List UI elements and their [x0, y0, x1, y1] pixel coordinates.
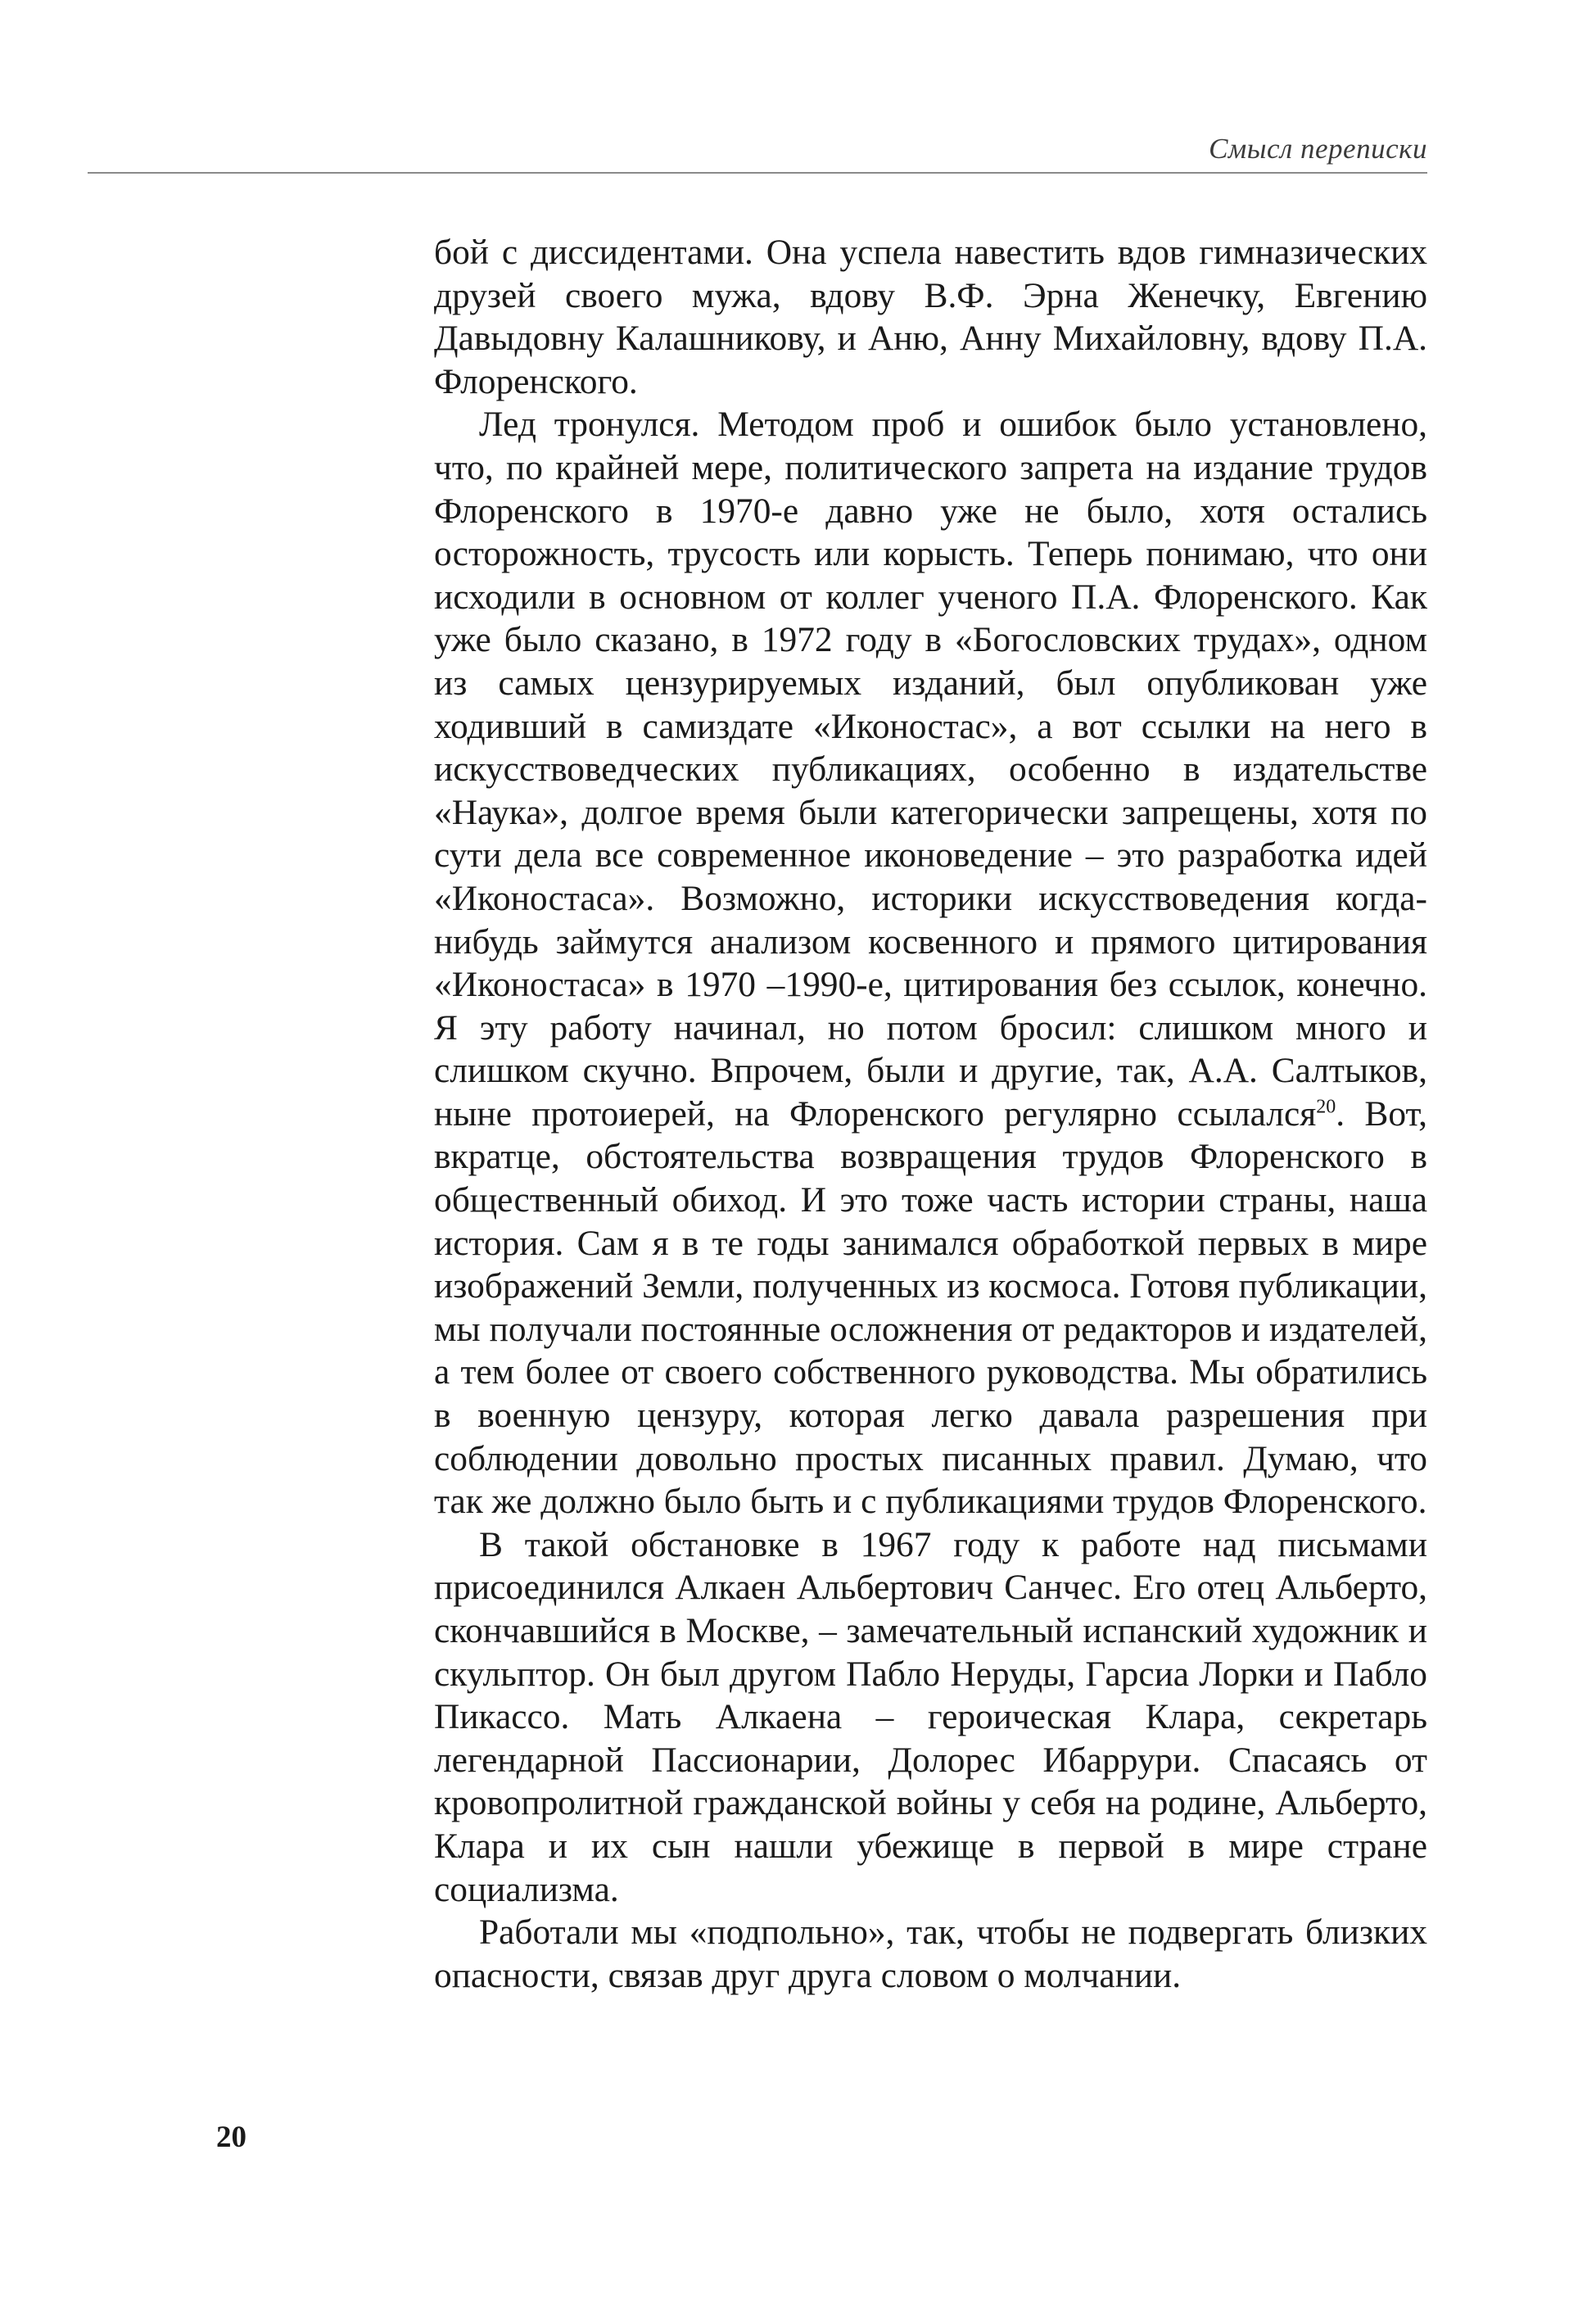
paragraph-2-text-after-footnote: . Вот, вкратце, обстоятельства возвращения трудов Флоренского в общественный обиход. И это тоже часть истории страны, наша история. Сам я в те годы занимался обработкой первых в мире изображений Земли, полученных из космоса. Готовя публикации, мы получали постоянные осложнения от редакторов и издателей, а тем более от своего собственного руководства. Мы обратились в военную цензуру, которая легко давала разрешения при соблюдении довольно простых писанных правил. Думаю, что так же должно было быть и с публикациями трудов Флоренского.	[434, 1093, 1427, 1522]
paragraph-4	[434, 1911, 1427, 1997]
paragraph-1-text: бой с диссидентами. Она успела навестить вдов гимназических друзей своего мужа, вдову В.Ф. Эрна Женечку, Евгению Давыдовну Калашникову, и Аню, Анну Михайловну, вдову П.А. Флоренского.	[434, 233, 1427, 401]
paragraph-4-text: Работали мы «подпольно», так, чтобы не подвергать близких опасности, связав друг друга словом о молчании.	[434, 1912, 1427, 1995]
paragraph-2	[434, 403, 1427, 1523]
body-text	[434, 231, 1427, 1997]
footnote-ref-20[interactable]: 20	[1316, 1096, 1336, 1118]
page-number: 20	[216, 2121, 246, 2154]
paragraph-3-text: В такой обстановке в 1967 году к работе над письмами присоединился Алкаен Альбертович Санчес. Его отец Альберто, скончавшийся в Москве, – замечательный испанский художник и скульптор. Он был другом Пабло Неруды, Гарсиа Лорки и Пабло Пикассо. Мать Алкаена – героическая Клара, секретарь легендарной Пассионарии, Долорес Ибаррури. Спасаясь от кровопролитной гражданской войны у себя на родине, Альберто, Клара и их сын нашли убежище в первой в мире стране социализма.	[434, 1524, 1427, 1909]
paragraph-2-text: Лед тронулся. Методом проб и ошибок было установлено, что, по крайней мере, политического запрета на издание трудов Флоренского в 1970-е давно уже не было, хотя остались осторожность, трусость или корысть. Теперь понимаю, что они исходили в основном от коллег ученого П.А. Флоренского. Как уже было сказано, в 1972 году в «Богословских трудах», одном из самых цензурируемых изданий, был опубликован уже ходивший в самиздате «Иконостас», а вот ссылки на него в искусствоведческих публикациях, особенно в издательстве «Наука», долгое время были категорически запрещены, хотя по сути дела все современное иконоведение – это разработка идей «Иконостаса». Возможно, историки искусствоведения когда-нибудь займутся анализом косвенного и прямого цитирования «Иконостаса» в 1970 –1990-е, цитирования без ссылок, конечно. Я эту работу начинал, но потом бросил: слишком много и слишком скучно. Впрочем, были и другие, так, А.А. Салтыков, ныне протоиерей, на Флоренского регулярно ссылался	[434, 405, 1427, 1134]
paragraph-1	[434, 231, 1427, 403]
paragraph-3	[434, 1523, 1427, 1911]
running-title: Смысл переписки	[1209, 133, 1427, 165]
running-header	[88, 123, 1427, 174]
